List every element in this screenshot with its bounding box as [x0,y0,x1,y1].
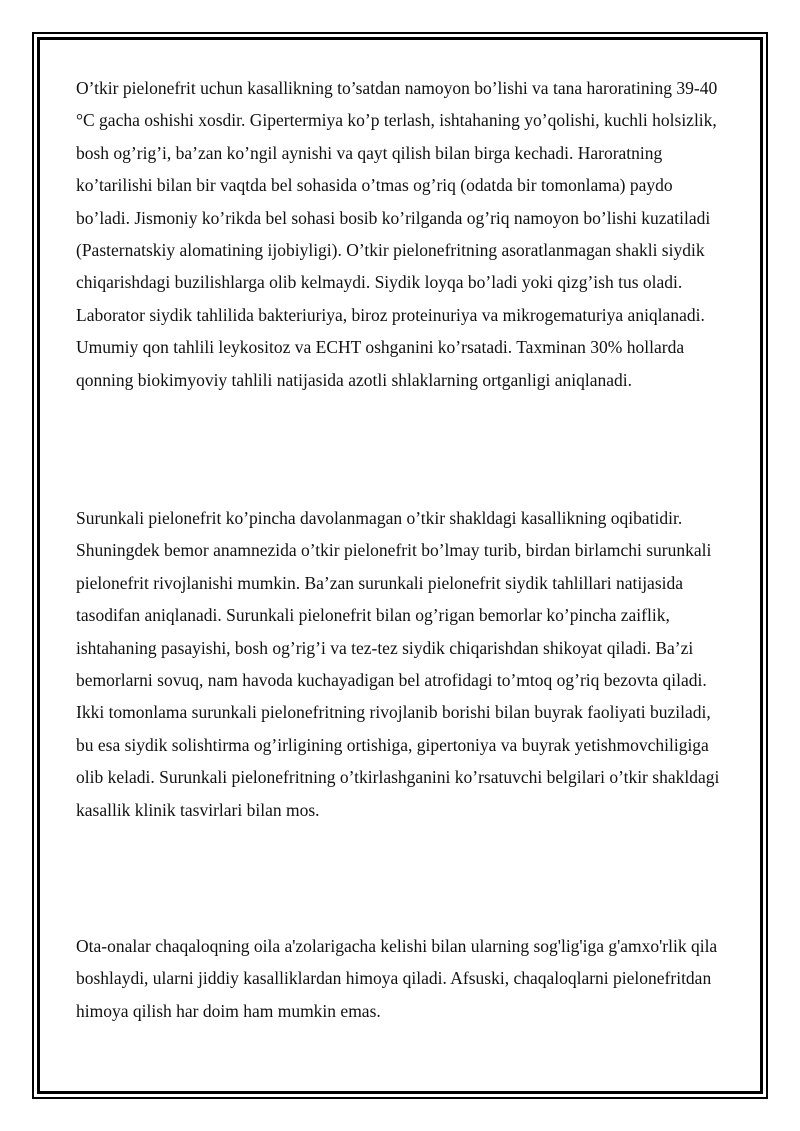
paragraph-chronic-pyelonephritis: Surunkali pielonefrit ko’pincha davolanmagan o’tkir shakldagi kasallikning oqibatidir. Shuningdek bemor anamnezida o’tkir pielonefrit bo’lmay turib, birdan birlamchi surunkali pielonefrit rivojlanishi mumkin. Ba’zan surunkali pielonefrit siydik tahlillari natijasida tasodifan aniqlanadi. Surunkali pielonefrit bilan og’rigan bemorlar ko’pincha zaiflik, ishtahaning pasayishi, bosh og’rig’i va tez-tez siydik chiqarishdan shikoyat qiladi. Ba’zi bemorlarni sovuq, nam havoda kuchayadigan bel atrofidagi to’mtoq og’riq bezovta qiladi. Ikki tomonlama surunkali pielonefritning rivojlanib borishi bilan buyrak faoliyati buziladi, bu esa siydik solishtirma og’irligining ortishiga, gipertoniya va buyrak yetishmovchiligiga olib keladi. Surunkali pielonefritning o’tkirlashganini ko’rsatuvchi belgilari o’tkir shakldagi kasallik klinik tasvirlari bilan mos. [76,508,720,820]
paragraph-acute-pyelonephritis: O’tkir pielonefrit uchun kasallikning to’satdan namoyon bo’lishi va tana haroratining 39-40 °C gacha oshishi xosdir. Gipertermiya ko’p terlash, ishtahaning yo’qolishi, kuchli holsizlik, bosh og’rig’i, ba’zan ko’ngil aynishi va qayt qilish bilan birga kechadi. Haroratning ko’tarilishi bilan bir vaqtda bel sohasida o’tmas og’riq (odatda bir tomonlama) paydo bo’ladi. Jismoniy ko’rikda bel sohasi bosib ko’rilganda og’riq namoyon bo’lishi kuzatiladi (Pasternatskiy alomatining ijobiyligi). O’tkir pielonefritning asoratlanmagan shakli siydik chiqarishdagi buzilishlarga olib kelmaydi. Siydik loyqa bo’ladi yoki qizg’ish tus oladi. Laborator siydik tahlilida bakteriuriya, biroz proteinuriya va mikrogematuriya aniqlanadi. Umumiy qon tahlili leykositoz va ECHT oshganini ko’rsatadi. Taxminan 30% hollarda qonning biokimyoviy tahlili natijasida azotli shlaklarning ortganligi aniqlanadi. [76,78,718,390]
paragraph-parents-note: Ota-onalar chaqaloqning oila a'zolarigacha kelishi bilan ularning sog'lig'iga g'amxo'rlik qila boshlaydi, ularni jiddiy kasalliklardan himoya qiladi. Afsuski, chaqaloqlarni pielonefritdan himoya qilish har doim ham mumkin emas. [76,936,718,1021]
